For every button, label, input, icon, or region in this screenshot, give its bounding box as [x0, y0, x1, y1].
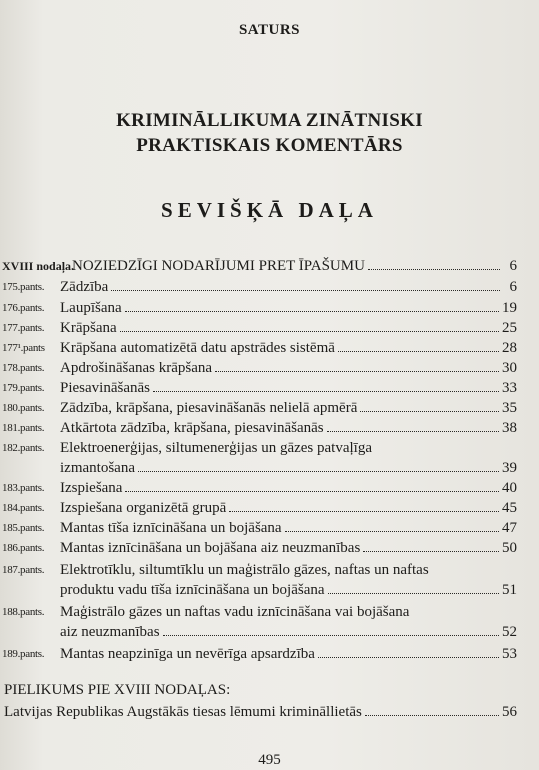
entry-title: Izspiešana organizētā grupā — [60, 500, 227, 516]
entry-title: Zādzība — [60, 279, 109, 295]
appendix-title: PIELIKUMS PIE XVIII NODAĻAS: — [4, 682, 231, 698]
appendix-page: 56 — [502, 704, 517, 720]
entry-number: 180.pants. — [2, 402, 45, 414]
entry-number: 187.pants. — [2, 564, 45, 576]
toc-entry — [0, 560, 539, 600]
leader-dots — [215, 371, 499, 372]
chapter-title: NOZIEDZĪGI NODARĪJUMI PRET ĪPAŠUMU — [72, 258, 365, 274]
book-title-line-2: PRAKTISKAIS KOMENTĀRS — [136, 135, 403, 156]
entry-page: 25 — [502, 320, 517, 336]
entry-number: 177.pants. — [2, 322, 45, 334]
entry-number: 175.pants. — [2, 281, 45, 293]
entry-number: 185.pants. — [2, 522, 45, 534]
entry-title-cont: aiz neuzmanības — [60, 624, 160, 640]
entry-page: 47 — [502, 520, 517, 536]
leader-dots — [138, 471, 499, 472]
entry-number: 178.pants. — [2, 362, 45, 374]
leader-dots — [365, 715, 499, 716]
entry-title-cont: izmantošana — [60, 460, 135, 476]
entry-number: 188.pants. — [2, 606, 45, 618]
entry-number: 181.pants. — [2, 422, 45, 434]
leader-dots — [153, 391, 499, 392]
chapter-number: XVIII nodaļa. — [2, 259, 75, 273]
entry-title: Atkārtota zādzība, krāpšana, piesavināšanās — [60, 420, 324, 436]
chapter-page: 6 — [509, 258, 517, 274]
entry-title: Apdrošināšanas krāpšana — [60, 360, 213, 376]
toc-entry — [0, 438, 539, 478]
entry-title-cont: produktu vadu tīša iznīcināšana un bojāšana — [60, 582, 325, 598]
entry-page: 30 — [502, 360, 517, 376]
entry-page: 50 — [502, 540, 517, 556]
page-number: 495 — [258, 752, 281, 768]
entry-title: Krāpšana — [60, 320, 117, 336]
entry-page: 40 — [502, 480, 517, 496]
entry-page: 45 — [502, 500, 517, 516]
entry-page: 35 — [502, 400, 517, 416]
entry-page: 53 — [502, 646, 517, 662]
book-title — [0, 108, 539, 158]
leader-dots — [125, 491, 499, 492]
entry-page: 28 — [502, 340, 517, 356]
appendix-subtitle: Latvijas Republikas Augstākās tiesas lēmumi krimināllietās — [4, 704, 362, 720]
leader-dots — [328, 593, 499, 594]
entry-number: 184.pants. — [2, 502, 45, 514]
entry-number: 176.pants. — [2, 302, 45, 314]
book-title-line-1: KRIMINĀLLIKUMA ZINĀTNISKI — [116, 110, 423, 131]
entry-title: Elektroenerģijas, siltumenerģijas un gāzes patvaļīga — [60, 440, 372, 456]
entry-title: Maģistrālo gāzes un naftas vadu iznīcināšana vai bojāšana — [60, 604, 410, 620]
entry-page: 51 — [502, 582, 517, 598]
leader-dots — [111, 290, 500, 291]
entry-number: 182.pants. — [2, 442, 45, 454]
entry-number: 189.pants. — [2, 648, 45, 660]
leader-dots — [360, 411, 499, 412]
toc-entry — [0, 602, 539, 642]
entry-page: 19 — [502, 300, 517, 316]
leader-dots — [120, 331, 499, 332]
entry-page: 33 — [502, 380, 517, 396]
entry-title: Mantas iznīcināšana un bojāšana aiz neuzmanības — [60, 540, 361, 556]
leader-dots — [285, 531, 499, 532]
leader-dots — [338, 351, 499, 352]
page-header: SATURS — [238, 22, 301, 38]
entry-page: 39 — [502, 460, 517, 476]
entry-title: Izspiešana — [60, 480, 123, 496]
entry-title: Elektrotīklu, siltumtīklu un maģistrālo gāzes, naftas un naftas — [60, 562, 429, 578]
leader-dots — [368, 269, 500, 270]
leader-dots — [229, 511, 499, 512]
part-title: SEVIŠĶĀ DAĻA — [161, 198, 378, 222]
leader-dots — [318, 657, 499, 658]
leader-dots — [163, 635, 499, 636]
entry-title: Krāpšana automatizētā datu apstrādes sistēmā — [60, 340, 335, 356]
entry-number: 186.pants. — [2, 542, 45, 554]
entry-page: 38 — [502, 420, 517, 436]
leader-dots — [125, 311, 499, 312]
entry-page: 6 — [509, 279, 517, 295]
entry-title: Mantas tīša iznīcināšana un bojāšana — [60, 520, 282, 536]
leader-dots — [327, 431, 499, 432]
entry-title: Zādzība, krāpšana, piesavināšanās nelielā apmērā — [60, 400, 358, 416]
entry-title: Piesavināšanās — [60, 380, 150, 396]
leader-dots — [363, 551, 499, 552]
entry-page: 52 — [502, 624, 517, 640]
entry-title: Mantas neapzinīga un nevērīga apsardzība — [60, 646, 315, 662]
entry-number: 183.pants. — [2, 482, 45, 494]
entry-number: 177¹.pants — [2, 342, 45, 354]
chapter-title-line — [72, 256, 517, 276]
entry-title: Laupīšana — [60, 300, 122, 316]
entry-number: 179.pants. — [2, 382, 45, 394]
